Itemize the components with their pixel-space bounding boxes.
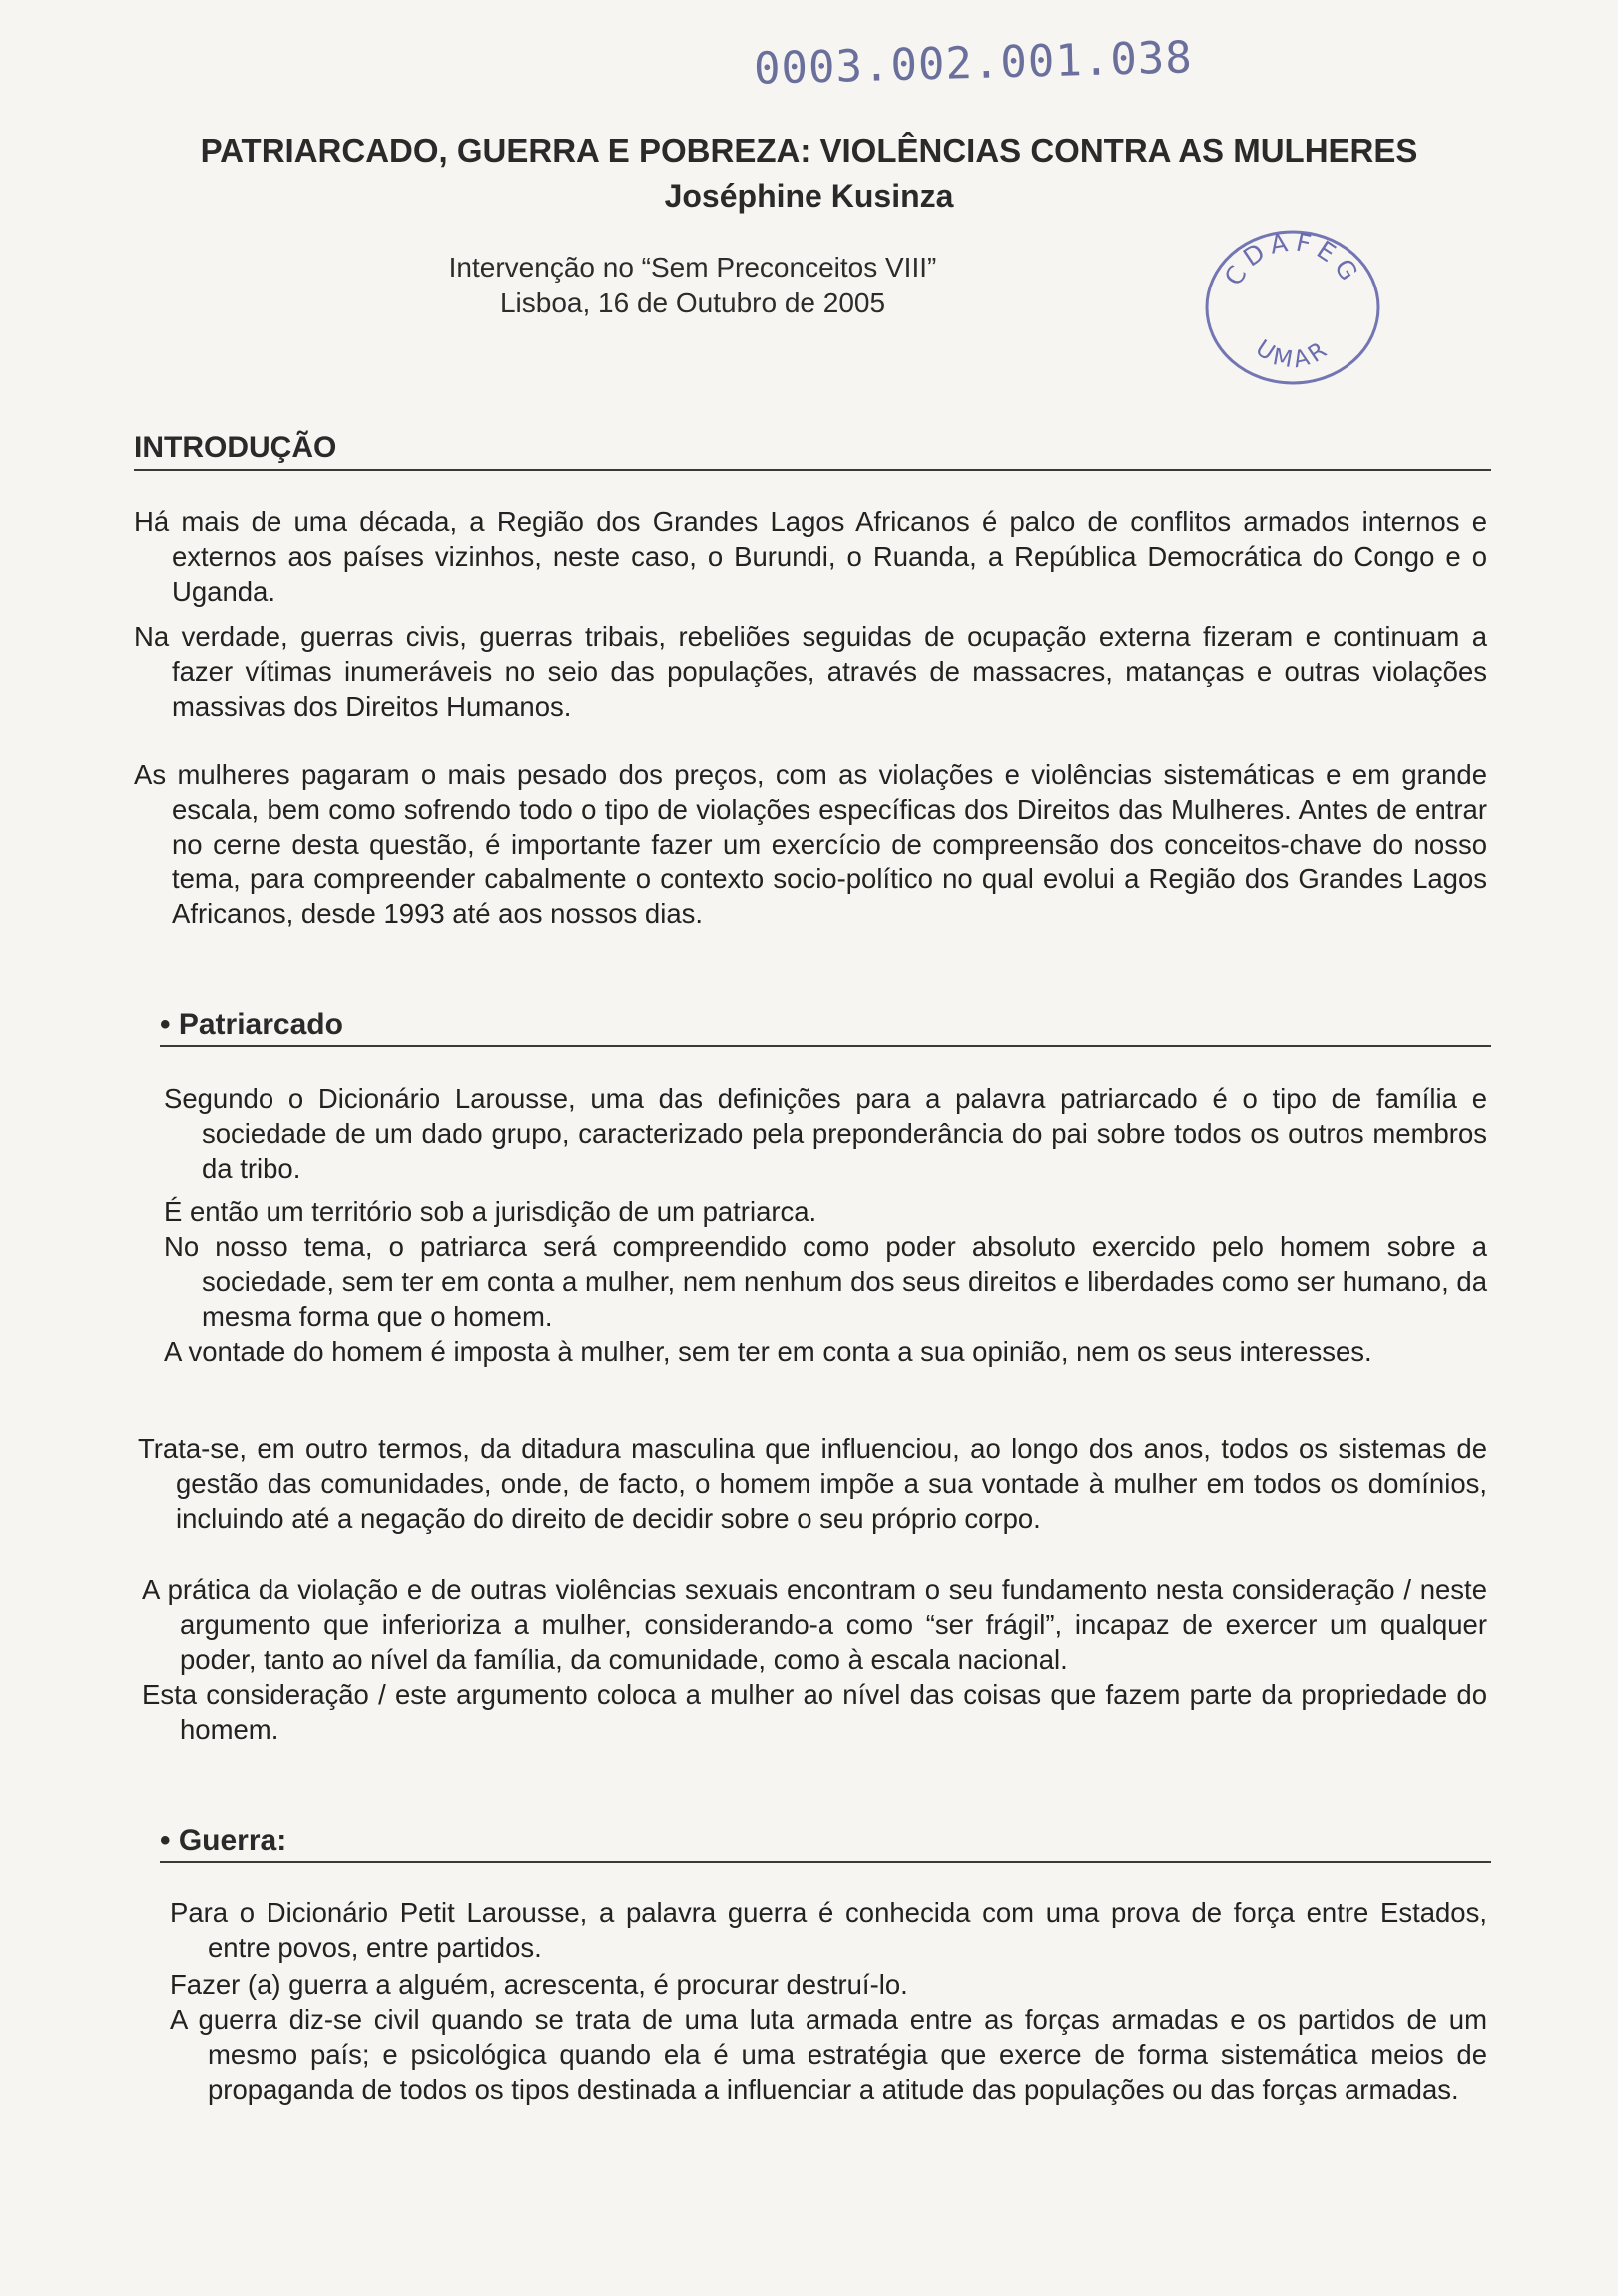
patriarcado-paragraph-1: Segundo o Dicionário Larousse, uma das definições para a palavra patriarcado é o tipo de família e sociedade de um dado grupo, caracterizado pela preponderância do pai sobre todos os outros membros da tribo. [164,1083,1487,1184]
intro-paragraph-2: Na verdade, guerras civis, guerras tribais, rebeliões seguidas de ocupação externa fizeram e continuam a fazer vítimas inumeráveis no seio das populações, através de massacres, matanças e outras violações massivas dos Direitos Humanos. [134,621,1487,722]
guerra-paragraph-3: A guerra diz-se civil quando se trata de uma luta armada entre as forças armadas e os partidos de um mesmo país; e psicológica quando ela é uma estratégia que exerce de forma sistemática meios de propaganda de todos os tipos destinada a influenciar a atitude das populações ou das forças armadas. [170,2005,1487,2105]
intro-paragraph-1: Há mais de uma década, a Região dos Grandes Lagos Africanos é palco de conflitos armados internos e externos aos países vizinhos, neste caso, o Burundi, o Ruanda, a República Democrática do Congo e o Uganda. [134,506,1487,607]
heading-rule [160,1861,1491,1863]
event-line-1: Intervenção no “Sem Preconceitos VIII” [448,252,937,283]
patriarcado-paragraph-2: É então um território sob a jurisdição de um patriarca. [164,1196,817,1227]
event-info [443,250,942,321]
document-author: Joséphine Kusinza [664,178,954,214]
patriarcado-paragraph-4: A vontade do homem é imposta à mulher, sem ter em conta a sua opinião, nem os seus interesses. [164,1336,1372,1367]
heading-guerra: • Guerra: [160,1824,287,1857]
heading-patriarcado: • Patriarcado [160,1008,343,1041]
svg-text:UMAR [1251,335,1335,374]
archive-code: 0003.002.001.038 [753,32,1194,95]
svg-text:CDAFEG [1219,227,1366,290]
event-line-2: Lisboa, 16 de Outubro de 2005 [499,287,886,318]
heading-rule [160,1045,1491,1047]
patriarcado-paragraph-7: Esta consideração / este argumento coloca a mulher ao nível das coisas que fazem parte da propriedade do homem. [142,1679,1487,1745]
guerra-paragraph-1: Para o Dicionário Petit Larousse, a palavra guerra é conhecida com uma prova de força entre Estados, entre povos, entre partidos. [170,1897,1487,1963]
intro-paragraph-3: As mulheres pagaram o mais pesado dos preços, com as violações e violências sistemáticas e em grande escala, bem como sofrendo todo o tipo de violações específicas dos Direitos das Mulheres. Antes de entrar no cerne desta questão, é importante fazer um exercício de compreensão dos conceitos-chave do nosso tema, para compreender cabalmente o contexto socio-político no qual evolui a Região dos Grandes Lagos Africanos, desde 1993 até aos nossos dias. [134,759,1487,929]
patriarcado-paragraph-6: A prática da violação e de outras violências sexuais encontram o seu fundamento nesta consideração / neste argumento que inferioriza a mulher, considerando-a como “ser frágil”, incapaz de exercer um qualquer poder, tanto ao nível da família, da comunidade, como à escala nacional. [142,1574,1487,1675]
heading-rule [134,469,1491,471]
stamp-text-top: CDAFEG [1218,227,1367,291]
stamp-text-bottom: UMAR [1250,335,1336,374]
heading-introducao: INTRODUÇÃO [134,431,337,464]
guerra-paragraph-2: Fazer (a) guerra a alguém, acrescenta, é procurar destruí-lo. [170,1969,908,2000]
patriarcado-paragraph-5: Trata-se, em outro termos, da ditadura masculina que influenciou, ao longo dos anos, todos os sistemas de gestão das comunidades, onde, de facto, o homem impõe a sua vontade à mulher em todos os domínios, incluindo até a negação do direito de decidir sobre o seu próprio corpo. [138,1434,1487,1534]
stamp-seal-icon [1198,224,1387,391]
patriarcado-paragraph-3: No nosso tema, o patriarca será compreendido como poder absoluto exercido pelo homem sobre a sociedade, sem ter em conta a mulher, nem nenhum dos seus direitos e liberdades como ser humano, da mesma forma que o homem. [164,1231,1487,1332]
document-title: PATRIARCADO, GUERRA E POBREZA: VIOLÊNCIAS CONTRA AS MULHERES [200,132,1418,169]
